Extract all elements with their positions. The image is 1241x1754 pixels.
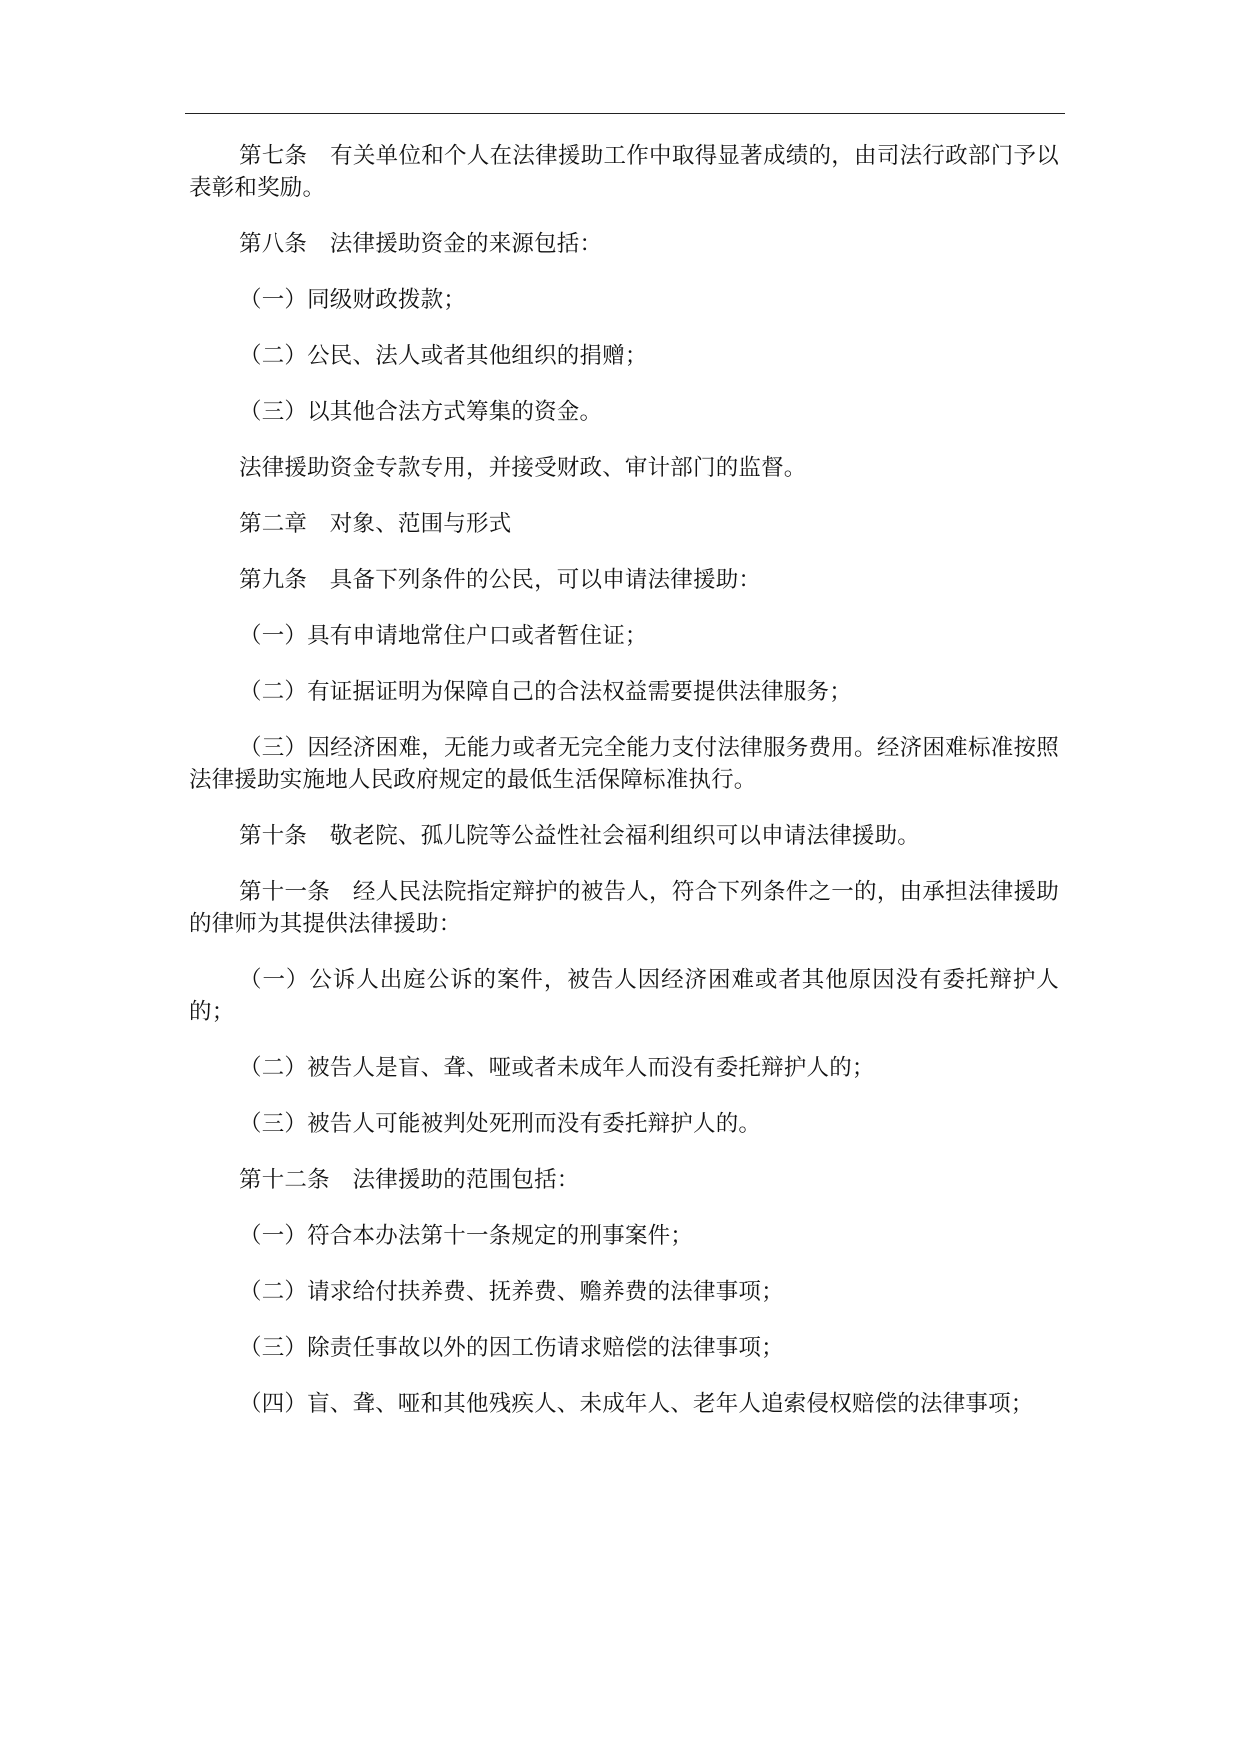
paragraph-article-12: 第十二条 法律援助的范围包括： xyxy=(239,1167,580,1193)
paragraph-fund-supervision: 法律援助资金专款专用，并接受财政、审计部门的监督。 xyxy=(239,455,807,481)
paragraph-item: （二）有证据证明为保障自己的合法权益需要提供法律服务； xyxy=(239,679,852,705)
paragraph-item: （三）被告人可能被判处死刑而没有委托辩护人的。 xyxy=(239,1111,762,1137)
paragraph-item: （一）具有申请地常住户口或者暂住证； xyxy=(239,623,648,649)
paragraph-item: （三）以其他合法方式筹集的资金。 xyxy=(239,399,603,425)
paragraph-item: （一）同级财政拨款； xyxy=(239,287,467,313)
paragraph-item: （二）被告人是盲、聋、哑或者未成年人而没有委托辩护人的； xyxy=(239,1055,875,1081)
document-body xyxy=(189,140,1059,1444)
paragraph-item: （二）请求给付扶养费、抚养费、赡养费的法律事项； xyxy=(239,1279,784,1305)
paragraph-article-9: 第九条 具备下列条件的公民，可以申请法律援助： xyxy=(239,567,762,593)
paragraph-item: （三）除责任事故以外的因工伤请求赔偿的法律事项； xyxy=(239,1335,784,1361)
paragraph-article-11: 第十一条 经人民法院指定辩护的被告人，符合下列条件之一的，由承担法律援助的律师为其提供法律援助： xyxy=(189,879,1059,937)
header-rule xyxy=(185,113,1065,114)
paragraph-item: （一）符合本办法第十一条规定的刑事案件； xyxy=(239,1223,694,1249)
paragraph-article-8: 第八条 法律援助资金的来源包括： xyxy=(239,231,603,257)
paragraph-item: （三）因经济困难，无能力或者无完全能力支付法律服务费用。经济困难标准按照法律援助实施地人民政府规定的最低生活保障标准执行。 xyxy=(189,735,1059,793)
paragraph-item: （四）盲、聋、哑和其他残疾人、未成年人、老年人追索侵权赔偿的法律事项； xyxy=(239,1391,1034,1417)
chapter-heading: 第二章 对象、范围与形式 xyxy=(239,511,512,537)
paragraph-item: （一）公诉人出庭公诉的案件，被告人因经济困难或者其他原因没有委托辩护人的； xyxy=(189,967,1059,1025)
paragraph-article-10: 第十条 敬老院、孤儿院等公益性社会福利组织可以申请法律援助。 xyxy=(239,823,921,849)
paragraph-item: （二）公民、法人或者其他组织的捐赠； xyxy=(239,343,648,369)
paragraph-article-7: 第七条 有关单位和个人在法律援助工作中取得显著成绩的，由司法行政部门予以表彰和奖励。 xyxy=(189,143,1059,201)
